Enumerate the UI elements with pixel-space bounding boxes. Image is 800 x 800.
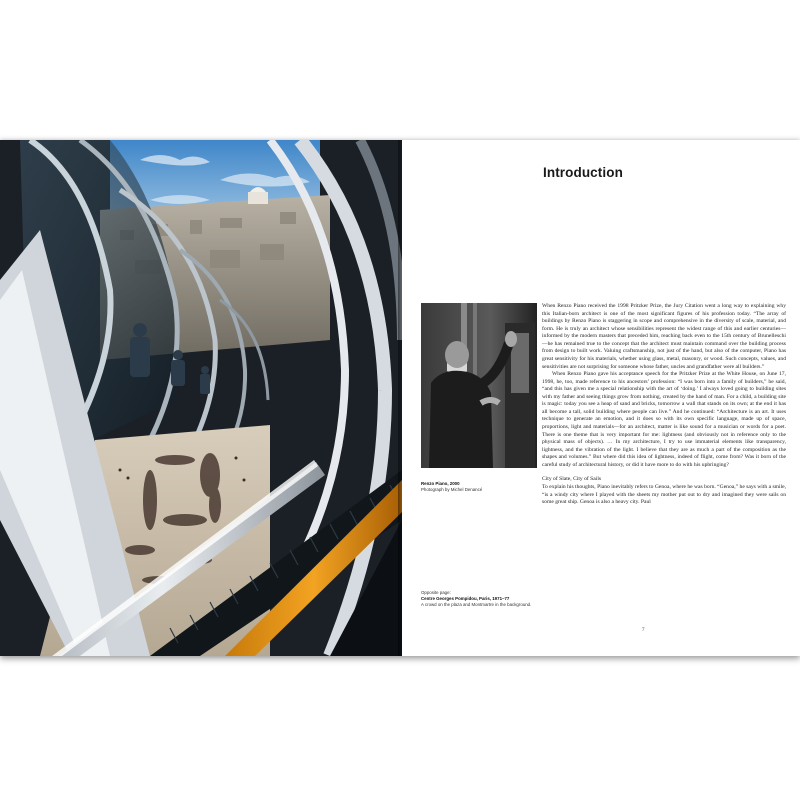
portrait-illustration xyxy=(421,303,537,468)
page-title: Introduction xyxy=(543,165,623,180)
opposite-caption-text: A crowd on the plaza and Montmartre in the background. xyxy=(421,602,532,607)
paragraph: When Renzo Piano received the 1998 Pritzker Prize, the Jury Citation went a long way to explaining why this Italian-born architect is one of the most significant figures of his profession today. “The array of buildings by Renzo Piano is staggering in scope and comprehensive in the diversity of scale, material, and form. He is truly an architect whose sensibilities represent the widest range of this and earlier centuries—informed by the modern masters that preceded him, reaching back even to the 15th century of Brunelleschi—he has remained true to the concept that the architect must maintain command over the building process from design to built work. Valuing craftsmanship, not just of the hand, but also of the computer, Piano has great sensitivity for his materials, whether using glass, metal, masonry, or wood. Such concepts, values, and sensitivities are not surprising for someone whose father, uncles and grandfather were all builders.” xyxy=(542,303,786,370)
body-text xyxy=(542,303,786,507)
pompidou-photo-illustration xyxy=(0,140,402,656)
paragraph: To explain his thoughts, Piano inevitably refers to Genoa, where he was born. “Genoa,” he says with a smile, “is a windy city where I played with the sheets my mother put out to dry and imagined they were sails on some great ship. Genoa is also a heavy city. Paul xyxy=(542,483,786,506)
paragraph: When Renzo Piano gave his acceptance speech for the Pritzker Prize at the White House, on June 17, 1998, he, too, made reference to his ancestors’ profession: “I was born into a family of builders,” he said, “and this has given me a special relationship with the art of ‘doing.’ I always loved going to building sites with my father and seeing things grow from nothing, created by the hand of man. For a child, a building site is magic: today you see a heap of sand and bricks, tomorrow a wall that stands on its own; at the end it has all become a tall, solid building where people can live.” And he continued: “Architecture is an art. It uses technique to generate an emotion, and it does so with its own specific language, made up of space, proportions, light and materials—for an architect, matter is like sound for a musician or words for a poet. There is one theme that is very important for me: lightness (and obviously not in reference only to the physical mass of objects). … In my architecture, I try to use immaterial elements like transparency, lightness, and the vibration of the light. I believe that they are as much a part of the composition as the shapes and volumes.” But where did this idea of lightness, indeed of flight, come from? Was it born of the careful study of architectural history, or did it have more to do with his upbringing? xyxy=(542,371,786,468)
opposite-caption-title: Centre Georges Pompidou, Paris, 1971–77 xyxy=(421,596,510,601)
opposite-caption-label: Opposite page: xyxy=(421,590,451,595)
book-spread xyxy=(0,140,800,656)
opposite-page-caption xyxy=(421,590,539,608)
section-subhead: City of Slate, City of Sails xyxy=(542,476,602,483)
portrait-caption xyxy=(421,481,539,493)
portrait-caption-credit: Photograph by Michel Denancé xyxy=(421,487,483,492)
pompidou-photo xyxy=(0,140,402,656)
portrait-caption-title: Renzo Piano, 2000 xyxy=(421,481,460,486)
portrait-photo xyxy=(421,303,537,468)
text-page xyxy=(402,140,800,656)
page-number: 7 xyxy=(642,628,645,633)
